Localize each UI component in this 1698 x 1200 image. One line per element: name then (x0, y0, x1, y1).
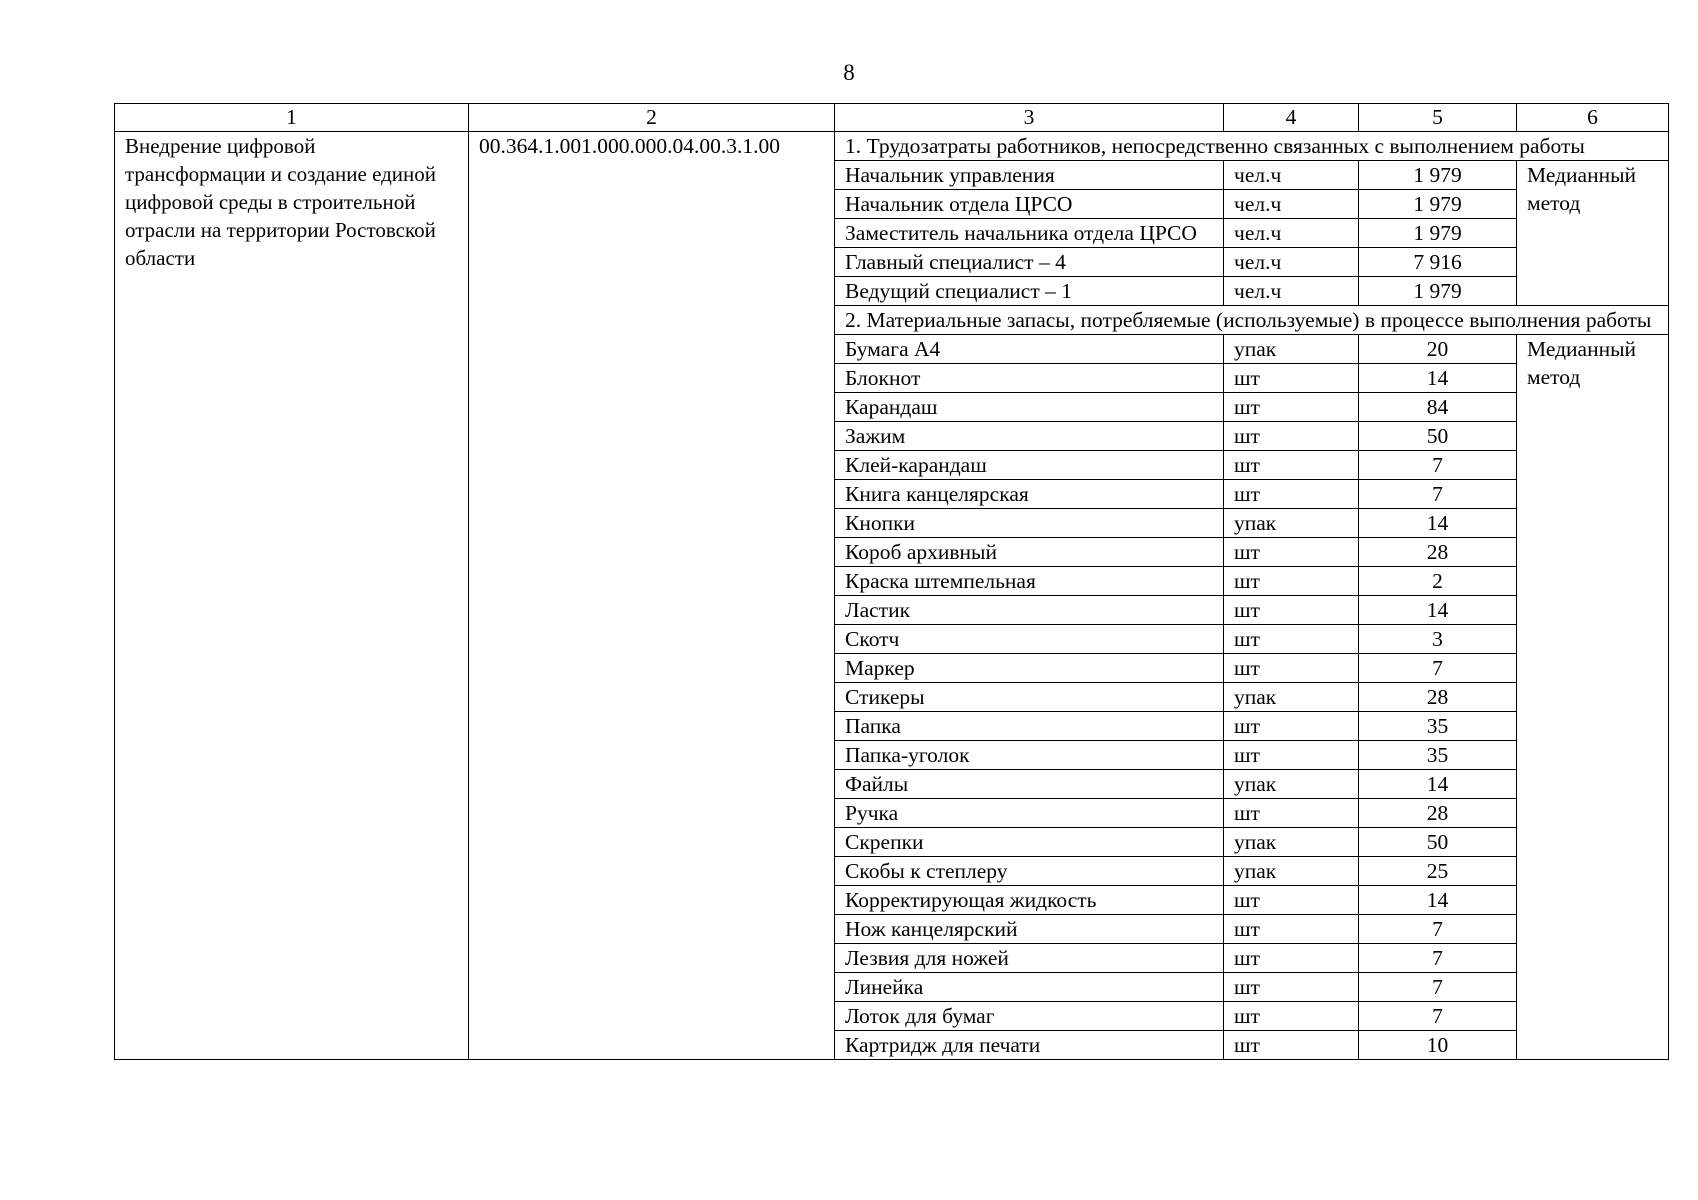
item-value: 7 (1359, 915, 1517, 944)
item-value: 7 (1359, 973, 1517, 1002)
column-number: 6 (1517, 104, 1669, 132)
registry-code: 00.364.1.001.000.000.04.00.3.1.00 (469, 132, 835, 1060)
item-value: 35 (1359, 741, 1517, 770)
item-unit: упак (1224, 857, 1359, 886)
item-name: Лоток для бумаг (835, 1002, 1224, 1031)
item-value: 20 (1359, 335, 1517, 364)
item-value: 14 (1359, 770, 1517, 799)
item-name: Маркер (835, 654, 1224, 683)
item-name: Книга канцелярская (835, 480, 1224, 509)
item-unit: шт (1224, 422, 1359, 451)
item-unit: упак (1224, 828, 1359, 857)
method-cell: Медианный метод (1517, 335, 1669, 1060)
item-unit: чел.ч (1224, 190, 1359, 219)
item-unit: шт (1224, 973, 1359, 1002)
item-value: 3 (1359, 625, 1517, 654)
item-value: 2 (1359, 567, 1517, 596)
section-title: 2. Материальные запасы, потребляемые (используемые) в процессе выполнения работы (835, 306, 1669, 335)
item-value: 7 916 (1359, 248, 1517, 277)
section-title: 1. Трудозатраты работников, непосредственно связанных с выполнением работы (835, 132, 1669, 161)
item-value: 50 (1359, 422, 1517, 451)
item-name: Папка (835, 712, 1224, 741)
item-unit: шт (1224, 451, 1359, 480)
item-name: Картридж для печати (835, 1031, 1224, 1060)
item-unit: шт (1224, 654, 1359, 683)
item-name: Начальник управления (835, 161, 1224, 190)
item-value: 14 (1359, 886, 1517, 915)
item-name: Главный специалист – 4 (835, 248, 1224, 277)
item-name: Начальник отдела ЦРСО (835, 190, 1224, 219)
item-name: Корректирующая жидкость (835, 886, 1224, 915)
service-name: Внедрение цифровой трансформации и создание единой цифровой среды в строительной отрасли на территории Ростовской области (115, 132, 469, 1060)
method-cell: Медианный метод (1517, 161, 1669, 306)
item-unit: шт (1224, 741, 1359, 770)
item-value: 14 (1359, 509, 1517, 538)
item-value: 14 (1359, 596, 1517, 625)
item-value: 1 979 (1359, 161, 1517, 190)
item-unit: чел.ч (1224, 219, 1359, 248)
item-unit: чел.ч (1224, 248, 1359, 277)
column-number: 2 (469, 104, 835, 132)
item-value: 7 (1359, 1002, 1517, 1031)
item-unit: шт (1224, 567, 1359, 596)
item-unit: шт (1224, 596, 1359, 625)
column-number: 3 (835, 104, 1224, 132)
item-unit: упак (1224, 509, 1359, 538)
item-name: Папка-уголок (835, 741, 1224, 770)
item-name: Клей-карандаш (835, 451, 1224, 480)
item-unit: шт (1224, 393, 1359, 422)
item-unit: чел.ч (1224, 277, 1359, 306)
item-name: Файлы (835, 770, 1224, 799)
item-unit: шт (1224, 1031, 1359, 1060)
item-unit: шт (1224, 364, 1359, 393)
item-unit: шт (1224, 480, 1359, 509)
item-value: 1 979 (1359, 219, 1517, 248)
item-value: 7 (1359, 451, 1517, 480)
item-name: Заместитель начальника отдела ЦРСО (835, 219, 1224, 248)
item-name: Линейка (835, 973, 1224, 1002)
item-value: 50 (1359, 828, 1517, 857)
item-value: 84 (1359, 393, 1517, 422)
item-unit: шт (1224, 538, 1359, 567)
item-name: Ведущий специалист – 1 (835, 277, 1224, 306)
item-value: 25 (1359, 857, 1517, 886)
item-unit: чел.ч (1224, 161, 1359, 190)
item-unit: шт (1224, 886, 1359, 915)
item-name: Скотч (835, 625, 1224, 654)
item-value: 1 979 (1359, 190, 1517, 219)
item-value: 10 (1359, 1031, 1517, 1060)
column-number-row (115, 104, 1669, 132)
page-number: 8 (843, 60, 855, 85)
item-name: Ластик (835, 596, 1224, 625)
item-unit: шт (1224, 799, 1359, 828)
column-number: 1 (115, 104, 469, 132)
section-title-row (115, 132, 1669, 161)
item-name: Лезвия для ножей (835, 944, 1224, 973)
item-name: Блокнот (835, 364, 1224, 393)
norms-table (114, 103, 1669, 1060)
item-unit: упак (1224, 683, 1359, 712)
item-unit: шт (1224, 915, 1359, 944)
item-name: Бумага А4 (835, 335, 1224, 364)
item-value: 7 (1359, 944, 1517, 973)
item-name: Скрепки (835, 828, 1224, 857)
item-unit: упак (1224, 770, 1359, 799)
item-value: 14 (1359, 364, 1517, 393)
item-unit: шт (1224, 712, 1359, 741)
item-name: Карандаш (835, 393, 1224, 422)
item-name: Короб архивный (835, 538, 1224, 567)
column-number: 5 (1359, 104, 1517, 132)
item-name: Стикеры (835, 683, 1224, 712)
item-value: 28 (1359, 799, 1517, 828)
column-number: 4 (1224, 104, 1359, 132)
item-value: 35 (1359, 712, 1517, 741)
item-name: Ручка (835, 799, 1224, 828)
item-value: 7 (1359, 480, 1517, 509)
item-unit: шт (1224, 1002, 1359, 1031)
item-unit: шт (1224, 625, 1359, 654)
item-unit: упак (1224, 335, 1359, 364)
item-name: Краска штемпельная (835, 567, 1224, 596)
item-name: Скобы к степлеру (835, 857, 1224, 886)
item-value: 28 (1359, 538, 1517, 567)
item-name: Кнопки (835, 509, 1224, 538)
item-value: 7 (1359, 654, 1517, 683)
item-name: Нож канцелярский (835, 915, 1224, 944)
item-value: 1 979 (1359, 277, 1517, 306)
item-name: Зажим (835, 422, 1224, 451)
item-value: 28 (1359, 683, 1517, 712)
item-unit: шт (1224, 944, 1359, 973)
